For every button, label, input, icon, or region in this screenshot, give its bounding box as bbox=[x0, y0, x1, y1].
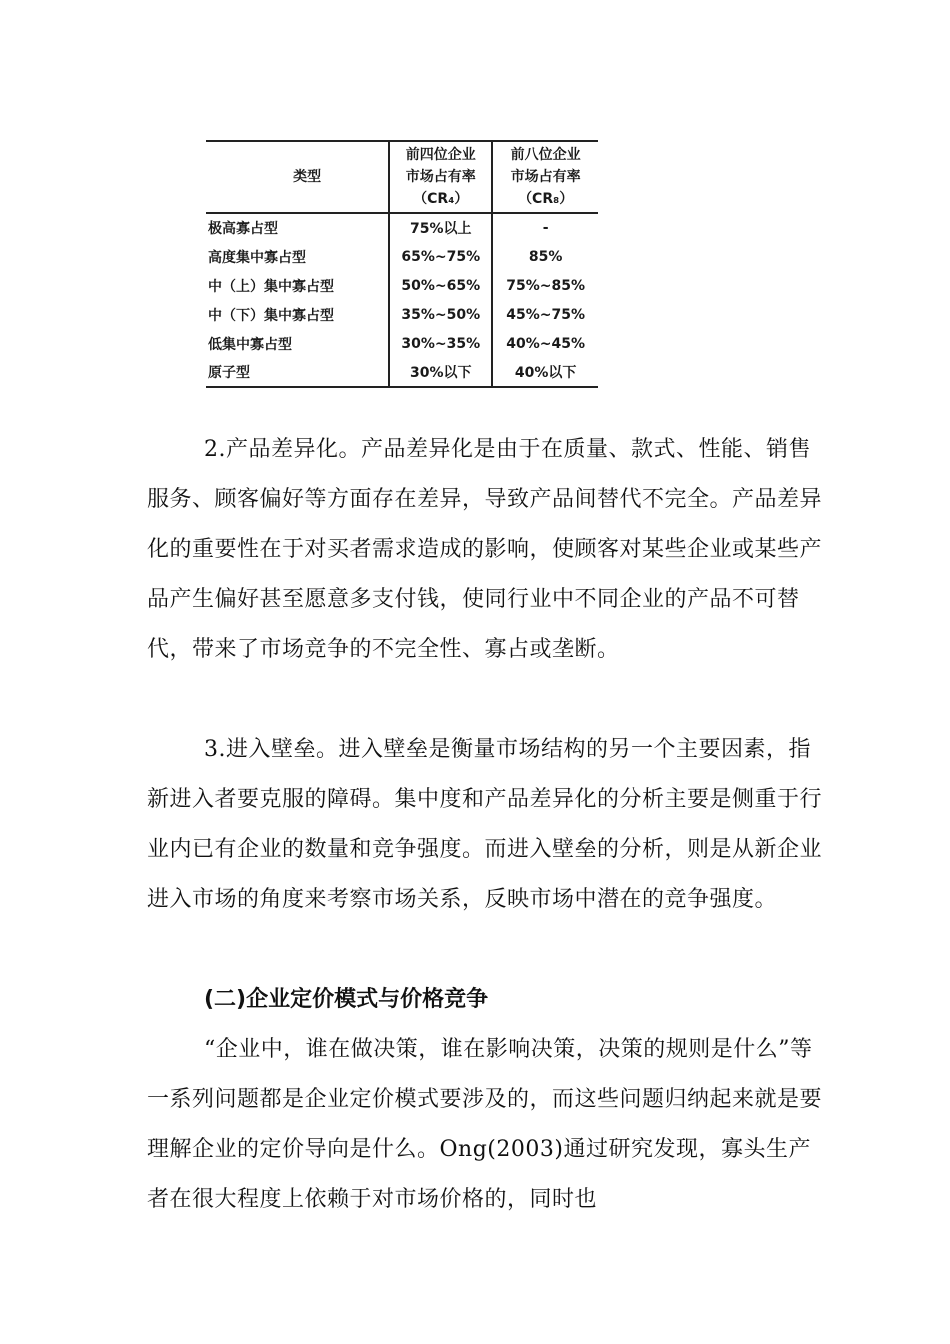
cell-type: 中（下）集中寡占型 bbox=[208, 307, 334, 324]
paragraph-product-differentiation: 2.产品差异化。产品差异化是由于在质量、款式、性能、销售服务、顾客偏好等方面存在差异，导致产品间替代不完全。产品差异化的重要性在于对买者需求造成的影响，使顾客对某些企业或某些产品产生偏好甚至愿意多支付钱，使同行业中不同企业的产品不可替代，带来了市场竞争的不完全性、寡占或垄断。 bbox=[147, 437, 823, 662]
header-cr8-line2: 市场占有率 bbox=[510, 169, 581, 185]
cell-cr4: 30%~35% bbox=[389, 329, 492, 358]
header-cr4-line3: （CR₄） bbox=[413, 191, 469, 207]
table-row bbox=[206, 329, 598, 358]
cell-cr4: 50%~65% bbox=[389, 271, 492, 300]
table-row bbox=[206, 358, 598, 387]
cell-cr8: 85% bbox=[492, 242, 598, 271]
cell-cr4: 35%~50% bbox=[389, 300, 492, 329]
table-row bbox=[206, 242, 598, 271]
cell-type: 极高寡占型 bbox=[208, 221, 278, 237]
section-heading: (二)企业定价模式与价格竞争 bbox=[204, 987, 489, 1012]
paragraph-pricing-model: “企业中，谁在做决策，谁在影响决策，决策的规则是什么”等一系列问题都是企业定价模式要涉及的，而这些问题归纳起来就是要理解企业的定价导向是什么。Ong(2003)通过研究发现，寡头生产者在很大程度上依赖于对市场价格的，同时也 bbox=[147, 1037, 823, 1212]
cell-cr8: 40%~45% bbox=[492, 329, 598, 358]
cell-cr4: 30%以下 bbox=[389, 358, 492, 387]
table-row bbox=[206, 300, 598, 329]
paragraph-entry-barriers: 3.进入壁垒。进入壁垒是衡量市场结构的另一个主要因素，指新进入者要克服的障碍。集中度和产品差异化的分析主要是侧重于行业内已有企业的数量和竞争强度。而进入壁垒的分析，则是从新企业进入市场的角度来考察市场关系，反映市场中潜在的竞争强度。 bbox=[147, 737, 823, 912]
table-row bbox=[206, 213, 598, 242]
cell-cr8: 45%~75% bbox=[492, 300, 598, 329]
cell-cr4: 65%~75% bbox=[389, 242, 492, 271]
header-cr4-line2: 市场占有率 bbox=[405, 169, 476, 185]
header-cr8-line3: （CR₈） bbox=[518, 191, 574, 207]
header-type: 类型 bbox=[206, 141, 389, 213]
table-row bbox=[206, 271, 598, 300]
cell-type: 原子型 bbox=[206, 358, 389, 387]
cell-type: 低集中寡占型 bbox=[208, 336, 292, 353]
cell-cr8: - bbox=[492, 213, 598, 242]
cell-cr8: 75%~85% bbox=[492, 271, 598, 300]
header-cr8-line1: 前八位企业 bbox=[510, 147, 581, 163]
header-cr4 bbox=[389, 141, 492, 213]
table-header-row bbox=[206, 141, 598, 213]
cell-cr4: 75%以上 bbox=[389, 213, 492, 242]
cell-type: 高度集中寡占型 bbox=[208, 249, 306, 266]
header-cr4-line1: 前四位企业 bbox=[405, 147, 476, 163]
concentration-table bbox=[206, 140, 598, 388]
header-cr8 bbox=[492, 141, 598, 213]
cell-type: 中（上）集中寡占型 bbox=[208, 278, 334, 295]
cell-cr8: 40%以下 bbox=[492, 358, 598, 387]
